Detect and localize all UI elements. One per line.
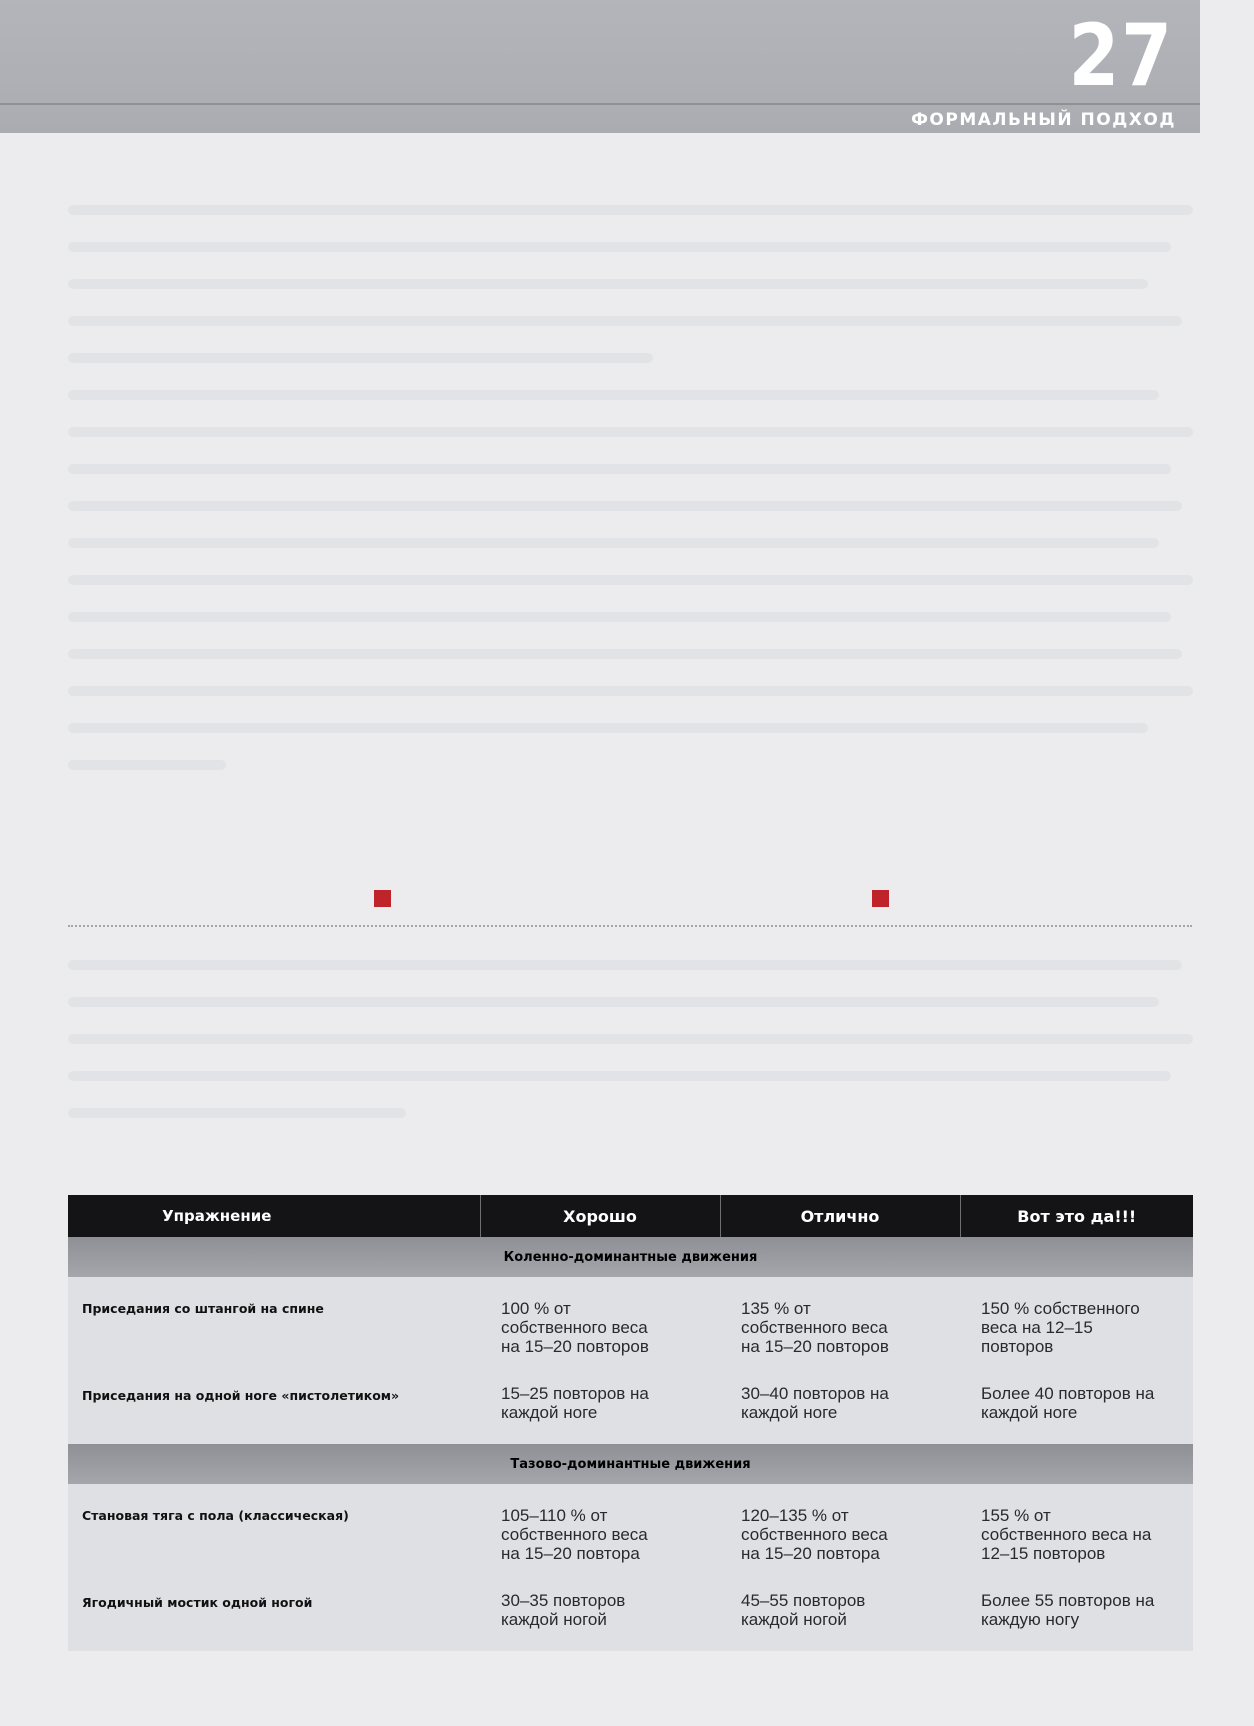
dotted-divider <box>68 925 1192 927</box>
wow-value: 150 % собственного веса на 12–15 повторов <box>981 1299 1140 1356</box>
excellent-value: 120–135 % от собственного веса на 15–20 повтора <box>741 1506 888 1563</box>
table-row <box>68 1581 1193 1651</box>
standards-table <box>68 1195 1193 1651</box>
good-value: 15–25 повторов на каждой ноге <box>501 1384 649 1422</box>
col-header-excellent: Отлично <box>720 1195 960 1237</box>
faded-body-text <box>68 205 1193 815</box>
section-row <box>68 1444 1193 1484</box>
table-row <box>68 1374 1193 1444</box>
good-value: 100 % от собственного веса на 15–20 повторов <box>501 1299 649 1356</box>
good-value: 30–35 повторов каждой ногой <box>501 1591 626 1629</box>
page-number: 27 <box>1068 6 1174 106</box>
exercise-name: Приседания со штангой на спине <box>82 1301 324 1316</box>
exercise-name: Становая тяга с пола (классическая) <box>82 1508 349 1523</box>
section-marker-right <box>872 890 889 907</box>
faded-body-text-2 <box>68 960 1193 1120</box>
excellent-value: 45–55 повторов каждой ногой <box>741 1591 866 1629</box>
section-title: Коленно-доминантные движения <box>68 1237 1193 1277</box>
running-head: ФОРМАЛЬНЫЙ ПОДХОД <box>911 110 1176 130</box>
section-title: Тазово-доминантные движения <box>68 1444 1193 1484</box>
col-header-good: Хорошо <box>480 1195 720 1237</box>
exercise-name: Ягодичный мостик одной ногой <box>82 1595 313 1610</box>
section-marker-left <box>374 890 391 907</box>
good-value: 105–110 % от собственного веса на 15–20 повтора <box>501 1506 648 1563</box>
exercise-name: Приседания на одной ноге «пистолетиком» <box>82 1388 400 1403</box>
header-rule <box>0 103 1200 105</box>
wow-value: Более 40 повторов на каждой ноге <box>981 1384 1155 1422</box>
wow-value: 155 % от собственного веса на 12–15 повторов <box>981 1506 1152 1563</box>
table-row <box>68 1484 1193 1581</box>
section-row <box>68 1237 1193 1277</box>
col-header-exercise: Упражнение <box>68 1195 480 1237</box>
table-header-row <box>68 1195 1193 1237</box>
table-row <box>68 1277 1193 1374</box>
wow-value: Более 55 повторов на каждую ногу <box>981 1591 1155 1629</box>
excellent-value: 30–40 повторов на каждой ноге <box>741 1384 889 1422</box>
excellent-value: 135 % от собственного веса на 15–20 повторов <box>741 1299 889 1356</box>
col-header-wow: Вот это да!!! <box>960 1195 1193 1237</box>
